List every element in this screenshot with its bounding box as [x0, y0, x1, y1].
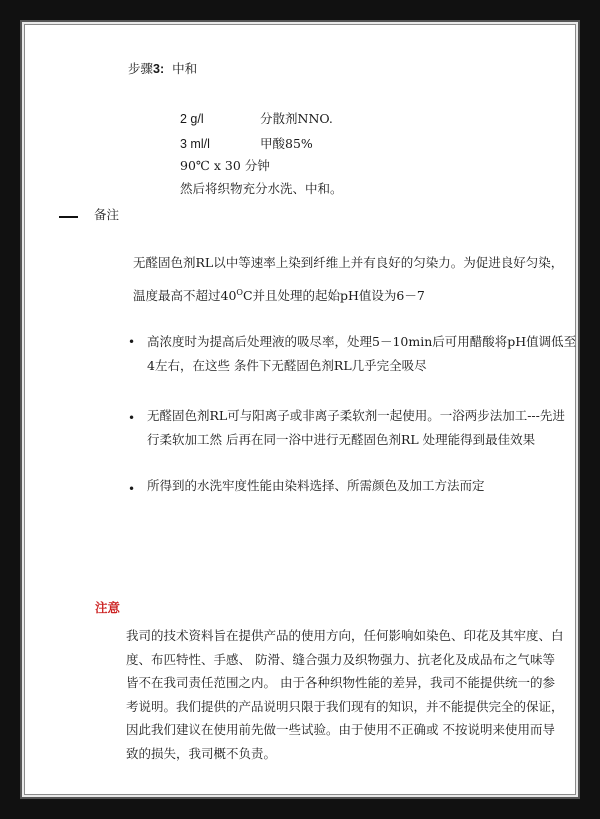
bullet-item-1 — [147, 330, 576, 378]
remarks-intro-line2 — [133, 285, 425, 304]
notice-line-1: 我司的技术资料旨在提供产品的使用方向，任何影响如染色、印花及其牢度、白 — [126, 628, 564, 643]
recipe-qty-2: 3 ml/l — [180, 137, 210, 151]
notice-title: 注意 — [95, 600, 121, 615]
bullet-2-line1: 无醛固色剂RL可与阳离子或非离子柔软剂一起使用。一浴两步法加工---先进 — [147, 408, 565, 423]
remarks-heading: 备注 — [94, 207, 120, 222]
bullet-dot: • — [128, 411, 136, 425]
notice-line-6: 致的损失，我司概不负责。 — [126, 745, 277, 761]
step-title: 中和 — [172, 61, 198, 76]
bullet-item-3 — [147, 474, 485, 498]
step-number: 3: — [153, 62, 165, 76]
degree-superscript: O — [236, 288, 243, 297]
recipe-desc-2: 甲酸85% — [260, 136, 313, 151]
treatment-condition: 90℃ x 30 分钟 — [180, 158, 270, 173]
bullet-dot: • — [128, 335, 136, 349]
notice-line-4: 考说明。我们提供的产品说明只限于我们现有的知识，并不能提供完全的保证， — [126, 698, 564, 714]
notice-line-5: 因此我们建议在使用前先做一些试验。由于使用不正确或 不按说明来使用而导 — [126, 722, 555, 737]
intro-line2-part1: 温度最高不超过40 — [133, 288, 237, 304]
remarks-rule — [59, 216, 78, 218]
treatment-conclusion: 然后将织物充分水洗、中和。 — [180, 181, 343, 196]
intro-line2-part2: C并且处理的起始pH值设为6－7 — [242, 288, 425, 304]
remarks-intro-line1: 无醛固色剂RL以中等速率上染到纤维上并有良好的匀染力。为促进良好匀染， — [133, 255, 564, 270]
notice-line-2: 度、布匹特性、手感、 防滑、缝合强力及织物强力、抗老化及成品布之气味等 — [126, 651, 555, 667]
bullet-1-line1: 高浓度时为提高后处理液的吸尽率，处理5－10min后可用醋酸将pH值调低至 — [147, 334, 577, 349]
bullet-dot: • — [128, 482, 136, 496]
recipe-desc-1: 分散剂NNO. — [260, 111, 333, 126]
bullet-2-line2: 行柔软加工然 后再在同一浴中进行无醛固色剂RL 处理能得到最佳效果 — [147, 432, 536, 447]
bullet-1-line2: 4左右，在这些 条件下无醛固色剂RL几乎完全吸尽 — [147, 358, 427, 373]
step-label: 步骤 — [128, 61, 154, 76]
step-heading — [128, 59, 197, 77]
notice-line-3: 皆不在我司责任范围之内。 由于各种织物性能的差异，我司不能提供统一的参 — [126, 675, 555, 690]
notice-body — [126, 624, 564, 765]
bullet-3-line1: 所得到的水洗牢度性能由染料选择、所需颜色及加工方法而定 — [147, 478, 485, 493]
bullet-item-2 — [147, 404, 565, 452]
recipe-qty-1: 2 g/l — [180, 112, 204, 126]
